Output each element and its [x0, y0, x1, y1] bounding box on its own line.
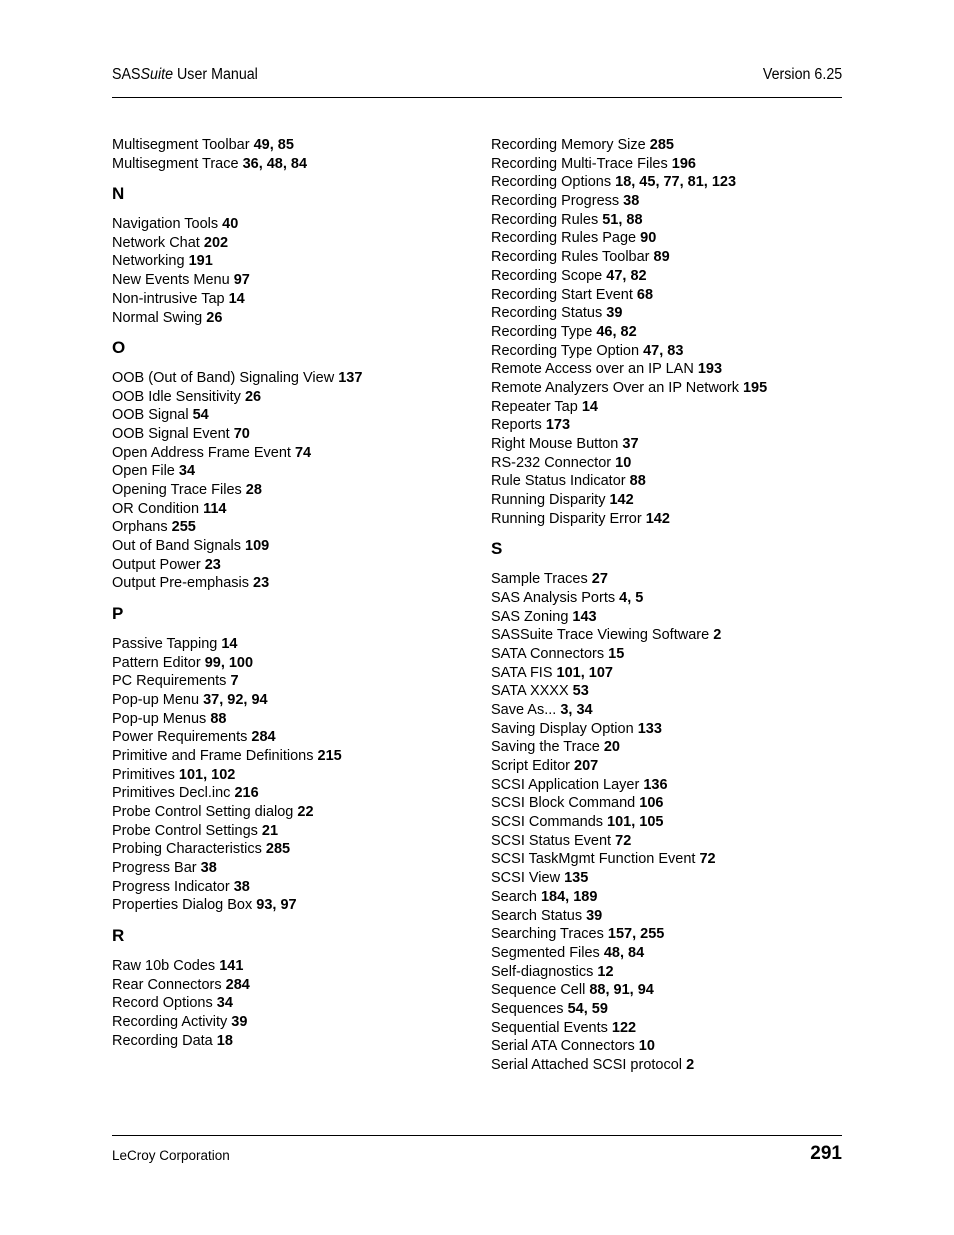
- index-entry: [491, 925, 851, 944]
- index-term: Recording Data: [112, 1032, 217, 1049]
- index-term: Recording Status: [491, 305, 607, 322]
- index-entry: [491, 1037, 851, 1056]
- index-entry: [112, 747, 472, 766]
- index-term: Rear Connectors: [112, 976, 226, 993]
- index-entry: [491, 963, 851, 982]
- index-entry: [112, 309, 472, 328]
- index-page-refs: 47, 83: [643, 342, 684, 359]
- index-term: Sequential Events: [491, 1019, 612, 1036]
- index-term: Saving Display Option: [491, 720, 638, 737]
- index-page-refs: 34: [216, 995, 233, 1012]
- index-entry: [491, 720, 851, 739]
- index-term: Navigation Tools: [112, 216, 223, 233]
- index-term: Recording Scope: [491, 267, 607, 284]
- index-entry: [491, 454, 851, 473]
- index-term: Non-intrusive Tap: [112, 290, 229, 307]
- index-entry: [491, 850, 851, 869]
- index-term: Recording Options: [491, 174, 616, 191]
- index-column-left: [112, 136, 472, 1050]
- index-page-refs: 74: [294, 444, 312, 461]
- index-term: Open Address Frame Event: [112, 444, 295, 461]
- index-entry: [112, 574, 472, 593]
- index-term: Open File: [112, 463, 179, 480]
- index-page-refs: 88: [629, 473, 646, 490]
- index-page-refs: 114: [203, 500, 227, 517]
- index-term: SCSI View: [491, 870, 565, 887]
- index-term: Output Power: [112, 556, 205, 573]
- index-page-refs: 173: [545, 417, 571, 434]
- footer-company: LeCroy Corporation: [112, 1148, 230, 1163]
- index-page-refs: 68: [636, 286, 654, 303]
- index-page-refs: 54, 59: [567, 1000, 608, 1017]
- index-term: Search: [491, 888, 541, 905]
- index-entry: [491, 360, 851, 379]
- index-term: Rule Status Indicator: [491, 473, 630, 490]
- index-page-refs: 101, 105: [607, 814, 664, 831]
- index-term: Recording Rules Toolbar: [491, 249, 654, 266]
- index-term: SATA XXXX: [491, 683, 573, 700]
- index-page-refs: 48, 84: [603, 944, 645, 961]
- index-term: OOB (Out of Band) Signaling View: [112, 369, 339, 386]
- index-term: Recording Rules Page: [491, 230, 641, 247]
- index-entry: [112, 444, 472, 463]
- index-entry: [491, 944, 851, 963]
- index-page-refs: 23: [204, 556, 221, 573]
- index-entry: [491, 286, 851, 305]
- index-page-refs: 72: [699, 851, 716, 868]
- index-page-refs: 23: [253, 575, 270, 592]
- index-term: Output Pre-emphasis: [112, 575, 254, 592]
- index-term: Self-diagnostics: [491, 963, 598, 980]
- index-entry: [112, 290, 472, 309]
- index-term: Networking: [112, 253, 189, 270]
- index-page-refs: 38: [623, 193, 640, 210]
- index-entry: [112, 635, 472, 654]
- index-term: Pop-up Menus: [112, 710, 211, 727]
- index-page-refs: 12: [597, 963, 614, 980]
- index-page-refs: 141: [219, 957, 244, 974]
- index-term: Probing Characteristics: [112, 841, 266, 858]
- index-entry: [112, 462, 472, 481]
- index-entry: [491, 570, 851, 589]
- index-page-refs: 40: [222, 216, 239, 233]
- index-page-refs: 70: [233, 425, 250, 442]
- index-term: SASSuite Trace Viewing Software: [491, 627, 714, 644]
- index-term: New Events Menu: [112, 272, 234, 289]
- index-entry: [491, 342, 851, 361]
- index-entry: [112, 654, 472, 673]
- index-entry: [491, 682, 851, 701]
- index-term: Progress Bar: [112, 860, 201, 877]
- index-page-refs: 109: [245, 538, 270, 555]
- index-entry: [491, 981, 851, 1000]
- index-page-refs: 22: [297, 804, 314, 820]
- index-entry: [491, 173, 851, 192]
- index-page-refs: 143: [572, 608, 597, 625]
- index-entry: [491, 907, 851, 926]
- index-term: Sample Traces: [491, 571, 592, 588]
- index-entry: [491, 472, 851, 491]
- index-term: Search Status: [491, 907, 587, 924]
- index-page-refs: 10: [638, 1038, 655, 1055]
- index-term: Primitive and Frame Definitions: [112, 747, 318, 764]
- index-term: Primitives Decl.inc: [112, 785, 235, 802]
- index-page-refs: 28: [245, 482, 262, 498]
- index-page-refs: 18, 45, 77, 81, 123: [615, 174, 737, 191]
- index-entry: [491, 248, 851, 267]
- index-entry: [112, 518, 472, 537]
- index-entry: [112, 500, 472, 519]
- index-entry: [112, 896, 472, 915]
- header-rule: [112, 97, 842, 98]
- index-term: Sequence Cell: [491, 982, 590, 999]
- index-term: Multisegment Toolbar: [112, 137, 254, 153]
- index-entry: [112, 840, 472, 859]
- index-term: SCSI Block Command: [491, 795, 640, 812]
- index-term: Right Mouse Button: [491, 436, 623, 452]
- index-entry: [491, 664, 851, 683]
- index-entry: [491, 323, 851, 342]
- index-letter-heading: R: [112, 926, 125, 946]
- index-entry: [491, 211, 851, 230]
- index-entry: [112, 994, 472, 1013]
- index-page-refs: 191: [188, 253, 213, 270]
- index-page-refs: 101, 102: [178, 766, 236, 783]
- index-entry: [491, 379, 851, 398]
- index-entry: [112, 803, 472, 822]
- index-term: OOB Idle Sensitivity: [112, 388, 245, 405]
- index-page-refs: 215: [317, 747, 342, 764]
- index-entry: [491, 645, 851, 664]
- index-entry: [491, 757, 851, 776]
- index-page-refs: 47, 82: [606, 267, 647, 284]
- index-entry: [112, 784, 472, 803]
- index-page-refs: 93, 97: [256, 897, 297, 914]
- index-entry: [491, 589, 851, 608]
- page-number: 291: [810, 1143, 842, 1164]
- index-entry: [491, 776, 851, 795]
- index-page-refs: 37, 92, 94: [203, 691, 268, 708]
- index-term: Reports: [491, 417, 546, 434]
- index-page-refs: 7: [230, 673, 239, 690]
- index-term: SCSI TaskMgmt Function Event: [491, 851, 700, 868]
- index-term: SCSI Application Layer: [491, 776, 644, 793]
- index-term: Repeater Tap: [491, 398, 582, 415]
- index-entry: [112, 710, 472, 729]
- index-term: Serial Attached SCSI protocol: [491, 1057, 687, 1073]
- index-term: Recording Multi-Trace Files: [491, 155, 672, 172]
- index-entry: [491, 510, 851, 529]
- index-entry: [112, 215, 472, 234]
- index-entry: [112, 822, 472, 841]
- index-term: Out of Band Signals: [112, 538, 245, 555]
- index-entry: [491, 267, 851, 286]
- index-term: Primitives: [112, 766, 179, 783]
- index-entry: [112, 388, 472, 407]
- index-term: Saving the Trace: [491, 739, 604, 756]
- index-page-refs: 37: [622, 436, 639, 452]
- index-term: SATA Connectors: [491, 645, 609, 662]
- index-letter-heading: N: [112, 184, 125, 204]
- index-entry: [491, 869, 851, 888]
- index-page-refs: 216: [234, 785, 259, 802]
- index-page-refs: 193: [697, 361, 723, 378]
- index-page-refs: 97: [233, 272, 250, 289]
- index-entry: [491, 701, 851, 720]
- index-term: Progress Indicator: [112, 878, 234, 895]
- index-page-refs: 10: [615, 454, 632, 471]
- index-entry: [112, 766, 472, 785]
- index-page-refs: 88: [210, 710, 227, 727]
- index-entry: [112, 271, 472, 290]
- index-term: Recording Start Event: [491, 286, 637, 303]
- index-entry: [491, 192, 851, 211]
- index-term: SCSI Status Event: [491, 832, 616, 849]
- index-term: PC Requirements: [112, 673, 231, 690]
- index-term: Segmented Files: [491, 944, 604, 961]
- index-column-right: [491, 136, 851, 1075]
- index-page-refs: 36, 48, 84: [242, 155, 308, 172]
- index-term: Passive Tapping: [112, 635, 222, 652]
- index-term: SAS Zoning: [491, 608, 573, 625]
- index-letter-heading: O: [112, 338, 126, 358]
- index-term: Recording Memory Size: [491, 137, 650, 153]
- index-entry: [491, 608, 851, 627]
- index-term: RS-232 Connector: [491, 454, 616, 471]
- index-page-refs: 284: [251, 729, 276, 746]
- index-page-refs: 14: [228, 290, 245, 307]
- index-page-refs: 136: [643, 776, 668, 793]
- index-page-refs: 21: [261, 822, 279, 839]
- index-term: Record Options: [112, 995, 217, 1012]
- index-entry: [112, 728, 472, 747]
- index-entry: [112, 406, 472, 425]
- index-term: Multisegment Trace: [112, 155, 243, 172]
- index-page-refs: 195: [742, 379, 768, 396]
- index-term: Opening Trace Files: [112, 482, 246, 498]
- index-term: Remote Analyzers Over an IP Network: [491, 379, 743, 396]
- index-page-refs: 99, 100: [204, 654, 254, 671]
- index-term: Recording Rules: [491, 211, 603, 228]
- index-page-refs: 184, 189: [540, 888, 598, 905]
- index-page-refs: 14: [221, 635, 238, 652]
- index-term: Recording Type Option: [491, 342, 644, 359]
- index-term: Remote Access over an IP LAN: [491, 361, 698, 378]
- index-entry: [491, 813, 851, 832]
- index-letter-heading: S: [491, 539, 503, 559]
- index-page-refs: 14: [581, 398, 598, 415]
- index-page-refs: 39: [231, 1013, 248, 1030]
- index-term: Recording Type: [491, 323, 597, 340]
- index-page-refs: 26: [244, 388, 262, 405]
- index-page-refs: 46, 82: [596, 323, 637, 340]
- index-entry: [112, 1013, 472, 1032]
- index-page-refs: 54: [192, 407, 209, 424]
- index-page-refs: 122: [611, 1019, 637, 1036]
- index-entry: [112, 672, 472, 691]
- index-term: Probe Control Settings: [112, 822, 262, 839]
- index-page-refs: 53: [572, 683, 589, 700]
- index-term: Script Editor: [491, 758, 574, 774]
- index-page-refs: 89: [653, 249, 670, 266]
- index-page-refs: 285: [265, 841, 291, 858]
- version-label: Version 6.25: [762, 66, 842, 83]
- index-entry: [112, 691, 472, 710]
- index-page-refs: 101, 107: [556, 664, 613, 681]
- index-entry: [491, 1056, 851, 1075]
- index-page-refs: 2: [713, 627, 722, 644]
- index-page-refs: 202: [203, 234, 229, 251]
- index-page-refs: 142: [609, 492, 634, 509]
- index-term: Save As...: [491, 701, 561, 718]
- index-entry: [491, 626, 851, 645]
- index-entry: [491, 416, 851, 435]
- index-page-refs: 285: [649, 137, 674, 153]
- index-term: SATA FIS: [491, 664, 557, 681]
- index-term: OR Condition: [112, 500, 204, 517]
- manual-title: SASSuite User Manual: [112, 66, 258, 83]
- index-entry: [491, 832, 851, 851]
- index-page-refs: 51, 88: [602, 211, 643, 228]
- index-entry: [112, 878, 472, 897]
- index-page-refs: 39: [606, 305, 623, 322]
- index-entry: [112, 859, 472, 878]
- index-page-refs: 3, 34: [560, 701, 593, 718]
- index-page-refs: 207: [574, 758, 599, 774]
- index-entry: [112, 957, 472, 976]
- index-entry: [112, 425, 472, 444]
- index-term: Power Requirements: [112, 729, 252, 746]
- index-page-refs: 49, 85: [253, 137, 294, 153]
- index-term: Probe Control Setting dialog: [112, 804, 298, 820]
- index-page-refs: 18: [216, 1032, 233, 1049]
- index-entry: [491, 304, 851, 323]
- index-page-refs: 38: [233, 878, 250, 895]
- index-term: Recording Activity: [112, 1013, 232, 1030]
- index-entry: [491, 136, 851, 155]
- index-page-refs: 2: [686, 1057, 695, 1073]
- index-entry: [491, 738, 851, 757]
- page-header: [112, 66, 842, 90]
- index-term: SCSI Commands: [491, 814, 608, 831]
- index-entry: [491, 229, 851, 248]
- index-entry: [491, 1019, 851, 1038]
- index-page-refs: 142: [645, 510, 670, 527]
- index-term: Pop-up Menu: [112, 691, 204, 708]
- index-entry: [491, 1000, 851, 1019]
- index-page-refs: 135: [564, 870, 589, 887]
- index-page-refs: 20: [603, 739, 620, 756]
- index-page-refs: 72: [615, 832, 632, 849]
- index-page-refs: 133: [637, 720, 662, 737]
- index-page-refs: 26: [206, 309, 223, 326]
- index-page-refs: 255: [171, 519, 196, 536]
- index-page-refs: 38: [200, 860, 217, 877]
- index-term: SAS Analysis Ports: [491, 589, 620, 606]
- index-entry: [112, 234, 472, 253]
- index-entry: [491, 794, 851, 813]
- index-term: Serial ATA Connectors: [491, 1038, 639, 1055]
- index-entry: [491, 435, 851, 454]
- index-page-refs: 27: [591, 571, 608, 588]
- index-term: Pattern Editor: [112, 654, 205, 671]
- index-page-refs: 4, 5: [619, 589, 644, 606]
- index-page-refs: 196: [671, 155, 696, 172]
- index-entry: [112, 369, 472, 388]
- index-term: Sequences: [491, 1000, 568, 1017]
- index-entry: [491, 491, 851, 510]
- index-entry: [491, 888, 851, 907]
- index-term: Running Disparity Error: [491, 510, 646, 527]
- footer-rule: [112, 1135, 842, 1136]
- index-term: OOB Signal Event: [112, 425, 234, 442]
- index-term: Properties Dialog Box: [112, 897, 257, 914]
- index-page-refs: 157, 255: [607, 926, 665, 943]
- index-term: Orphans: [112, 519, 172, 536]
- index-entry: [491, 398, 851, 417]
- index-entry: [112, 155, 472, 174]
- index-entry: [112, 976, 472, 995]
- index-term: Searching Traces: [491, 926, 608, 943]
- index-page-refs: 90: [640, 230, 657, 247]
- index-entry: [112, 537, 472, 556]
- index-page-refs: 106: [639, 795, 664, 812]
- index-entry: [112, 136, 472, 155]
- index-term: Running Disparity: [491, 492, 610, 509]
- index-term: Network Chat: [112, 234, 204, 251]
- index-entry: [112, 252, 472, 271]
- index-page-refs: 88, 91, 94: [589, 982, 654, 999]
- index-page-refs: 137: [338, 369, 363, 386]
- index-entry: [112, 1032, 472, 1051]
- index-term: OOB Signal: [112, 407, 193, 424]
- index-term: Raw 10b Codes: [112, 957, 220, 974]
- index-entry: [112, 481, 472, 500]
- index-entry: [112, 556, 472, 575]
- index-entry: [491, 155, 851, 174]
- index-page-refs: 34: [178, 463, 196, 480]
- index-term: Recording Progress: [491, 193, 624, 210]
- index-page-refs: 15: [608, 645, 625, 662]
- index-term: Normal Swing: [112, 309, 207, 326]
- index-page-refs: 39: [586, 907, 603, 924]
- index-letter-heading: P: [112, 604, 124, 624]
- index-page-refs: 284: [225, 976, 250, 993]
